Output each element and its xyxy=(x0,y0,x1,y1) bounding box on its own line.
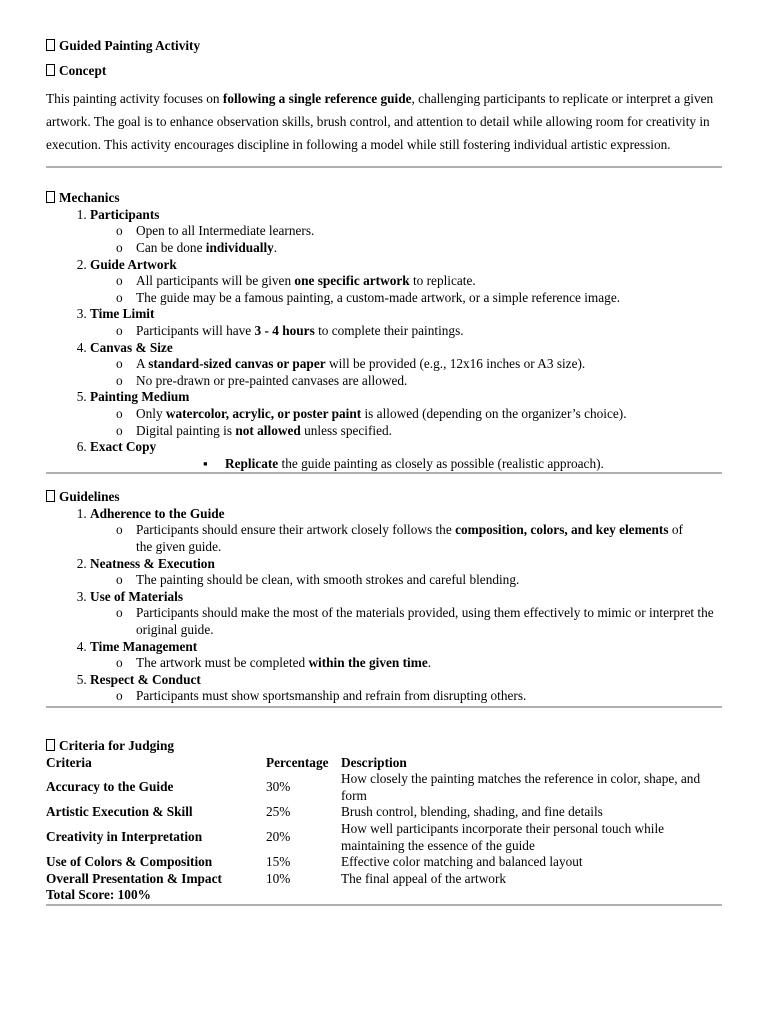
mechanics-list xyxy=(46,207,722,473)
criteria-percentage: 15% xyxy=(266,854,291,870)
sub-item: o The guide may be a famous painting, a custom-made artwork, or a simple reference image. xyxy=(136,290,722,307)
table-row xyxy=(46,821,722,854)
criteria-name: Artistic Execution & Skill xyxy=(46,804,193,820)
criteria-description: How closely the painting matches the reference in color, shape, and form xyxy=(341,771,701,803)
sub-item: o Participants must show sportsmanship and refrain from disrupting others. xyxy=(136,688,722,705)
guidelines-list xyxy=(46,506,722,705)
sub-item: o No pre-drawn or pre-painted canvases are allowed. xyxy=(136,373,722,390)
concept-paragraph: This painting activity focuses on following a single reference guide, challenging participants to replicate or interpret a given artwork. The goal is to enhance observation skills, brush control, and attention to detail while allowing room for creativity in execution. This activity encourages discipline in following a model while still fostering individual artistic expression. xyxy=(46,91,714,153)
criteria-table xyxy=(46,755,722,904)
list-item: 1. Participants o Open to all Intermediate learners. o Can be done individually. xyxy=(90,207,722,257)
sub-item: o Participants should make the most of the materials provided, using them effectively to mimic or interpret the original guide. xyxy=(136,605,722,638)
missing-glyph-icon xyxy=(46,39,55,51)
list-item: 4. Time Management o The artwork must be completed within the given time. xyxy=(90,639,722,672)
column-header: Description xyxy=(341,754,407,770)
list-item: 1. Adherence to the Guide o Participants should ensure their artwork closely follows the composition, colors, and key elements of the given guide. xyxy=(90,506,722,556)
concept-heading: Concept xyxy=(46,63,722,80)
criteria-percentage: 20% xyxy=(266,829,291,845)
missing-glyph-icon xyxy=(46,191,55,203)
criteria-description: The final appeal of the artwork xyxy=(341,870,507,886)
criteria-percentage: 10% xyxy=(266,870,291,886)
criteria-name: Overall Presentation & Impact xyxy=(46,870,222,886)
criteria-description: Brush control, blending, shading, and fine details xyxy=(341,804,603,820)
table-row xyxy=(46,804,722,821)
list-item: 5. Respect & Conduct o Participants must show sportsmanship and refrain from disrupting others. xyxy=(90,672,722,705)
list-item: 2. Guide Artwork o All participants will be given one specific artwork to replicate. o The guide may be a famous painting, a custom-made artwork, or a simple reference image. xyxy=(90,257,722,307)
sub-item: o Participants should ensure their artwork closely follows the composition, colors, and key elements of the given guide. xyxy=(136,522,722,555)
mechanics-heading: Mechanics xyxy=(46,190,722,207)
sub-item: o Participants will have 3 - 4 hours to complete their paintings. xyxy=(136,323,722,340)
total-score: Total Score: 100% xyxy=(46,887,151,903)
section-divider xyxy=(46,472,722,474)
list-item: 6. Exact Copy ▪ Replicate the guide painting as closely as possible (realistic approach). xyxy=(90,439,722,472)
sub-item: o Only watercolor, acrylic, or poster paint is allowed (depending on the organizer’s choice). xyxy=(136,406,722,423)
sub-item: o Can be done individually. xyxy=(136,240,722,257)
section-divider xyxy=(46,904,722,906)
list-item: 3. Use of Materials o Participants should make the most of the materials provided, using them effectively to mimic or interpret the original guide. xyxy=(90,589,722,639)
sub-item: o A standard-sized canvas or paper will be provided (e.g., 12x16 inches or A3 size). xyxy=(136,356,722,373)
missing-glyph-icon xyxy=(46,739,55,751)
list-item: 2. Neatness & Execution o The painting should be clean, with smooth strokes and careful blending. xyxy=(90,556,722,589)
list-item: 5. Painting Medium o Only watercolor, acrylic, or poster paint is allowed (depending on the organizer’s choice). o Digital painting is not allowed unless specified. xyxy=(90,389,722,439)
sub-item: o Digital painting is not allowed unless specified. xyxy=(136,423,722,440)
sub-item: o The artwork must be completed within the given time. xyxy=(136,655,722,672)
column-header: Percentage xyxy=(266,754,329,770)
sub-item: o Open to all Intermediate learners. xyxy=(136,223,722,240)
criteria-percentage: 30% xyxy=(266,779,291,795)
criteria-percentage: 25% xyxy=(266,804,291,820)
criteria-name: Use of Colors & Composition xyxy=(46,854,213,870)
section-divider xyxy=(46,706,722,708)
table-row xyxy=(46,771,722,804)
guidelines-heading: Guidelines xyxy=(46,489,722,506)
criteria-name: Creativity in Interpretation xyxy=(46,829,203,845)
list-item: 4. Canvas & Size o A standard-sized canvas or paper will be provided (e.g., 12x16 inches or A3 size). o No pre-drawn or pre-painted canvases are allowed. xyxy=(90,340,722,390)
criteria-description: How well participants incorporate their personal touch while maintaining the essence of the guide xyxy=(341,820,665,853)
missing-glyph-icon xyxy=(46,64,55,76)
criteria-heading: Criteria for Judging xyxy=(46,738,722,755)
missing-glyph-icon xyxy=(46,490,55,502)
sub-item: o The painting should be clean, with smooth strokes and careful blending. xyxy=(136,572,722,589)
section-divider xyxy=(46,166,722,168)
list-item: 3. Time Limit o Participants will have 3 - 4 hours to complete their paintings. xyxy=(90,306,722,339)
table-header-row xyxy=(46,755,722,772)
sub-item: o All participants will be given one specific artwork to replicate. xyxy=(136,273,722,290)
criteria-name: Accuracy to the Guide xyxy=(46,779,174,795)
table-row xyxy=(46,854,722,871)
sub-item: ▪ Replicate the guide painting as closely as possible (realistic approach). xyxy=(225,456,722,473)
table-total-row xyxy=(46,887,722,904)
criteria-description: Effective color matching and balanced layout xyxy=(341,854,583,870)
column-header: Criteria xyxy=(46,754,92,770)
table-row xyxy=(46,871,722,888)
document-title: Guided Painting Activity xyxy=(46,38,722,55)
